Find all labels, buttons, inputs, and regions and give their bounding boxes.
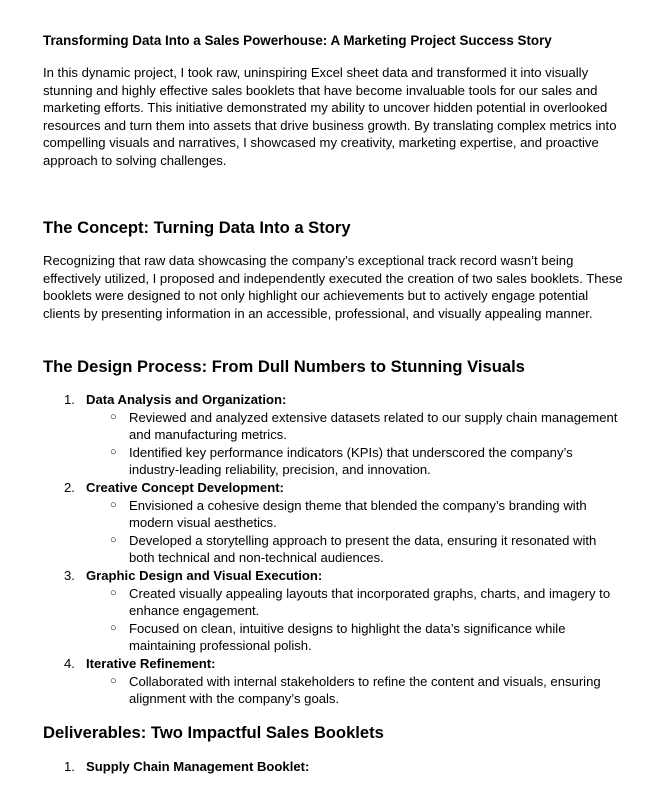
list-item <box>43 497 623 532</box>
step-number: 4. <box>64 655 75 671</box>
design-process-list <box>43 391 623 708</box>
concept-paragraph <box>43 252 623 322</box>
deliverables-list <box>43 758 623 776</box>
hollow-circle-bullet-icon: ○ <box>110 533 117 546</box>
intro-text: In this dynamic project, I took raw, uninspiring Excel sheet data and transformed it into visually stunning and highly effective sales booklets that have become invaluable tools for our sales and marketing efforts. This initiative demonstrated my ability to uncover hidden potential in overlooked resources and turn them into assets that drive business growth. By translating complex metrics into compelling visuals and narratives, I showcased my creativity, marketing expertise, and proactive approach to solving challenges. <box>43 65 617 168</box>
list-item-text: Focused on clean, intuitive designs to highlight the data’s significance while maintaining professional polish. <box>129 620 566 654</box>
hollow-circle-bullet-icon: ○ <box>110 498 117 511</box>
list-item <box>43 673 623 708</box>
step-number: 2. <box>64 479 75 495</box>
step-number: 3. <box>64 567 75 583</box>
deliverable-step <box>43 758 623 776</box>
list-item-text: Reviewed and analyzed extensive datasets related to our supply chain management and manufacturing metrics. <box>129 409 618 443</box>
hollow-circle-bullet-icon: ○ <box>110 445 117 458</box>
list-item <box>43 585 623 620</box>
document-title: Transforming Data Into a Sales Powerhouse: A Marketing Project Success Story <box>43 33 552 48</box>
step-title: Graphic Design and Visual Execution: <box>86 567 323 583</box>
step-title: Data Analysis and Organization: <box>86 392 287 407</box>
list-item-text: Developed a storytelling approach to present the data, ensuring it resonated with both technical and non-technical audiences. <box>129 532 597 566</box>
step-number: 1. <box>64 392 75 407</box>
list-item <box>43 409 623 444</box>
list-item <box>43 620 623 655</box>
step-number: 1. <box>64 759 75 774</box>
list-item-text: Created visually appealing layouts that incorporated graphs, charts, and imagery to enhance engagement. <box>129 585 611 619</box>
step-title: Iterative Refinement: <box>86 655 216 671</box>
hollow-circle-bullet-icon: ○ <box>110 674 117 687</box>
step-title: Supply Chain Management Booklet: <box>86 759 310 774</box>
concept-text: Recognizing that raw data showcasing the company’s exceptional track record wasn’t being effectively utilized, I proposed and independently executed the creation of two sales booklets. These booklets were designed to not only highlight our achievements but to actively engage potential clients by presenting information in an accessible, professional, and visually appealing manner. <box>43 253 623 321</box>
design-step <box>43 655 623 673</box>
design-process-heading: The Design Process: From Dull Numbers to Stunning Visuals <box>43 357 525 376</box>
hollow-circle-bullet-icon: ○ <box>110 586 117 599</box>
hollow-circle-bullet-icon: ○ <box>110 621 117 634</box>
design-step <box>43 479 623 497</box>
hollow-circle-bullet-icon: ○ <box>110 410 117 423</box>
list-item-text: Identified key performance indicators (KPIs) that underscored the company’s industry-leading reliability, precision, and innovation. <box>129 444 573 478</box>
deliverables-heading: Deliverables: Two Impactful Sales Booklets <box>43 723 384 742</box>
design-step <box>43 391 623 409</box>
list-item <box>43 532 623 567</box>
intro-paragraph <box>43 64 623 170</box>
design-step <box>43 567 623 585</box>
list-item-text: Envisioned a cohesive design theme that blended the company’s branding with modern visual aesthetics. <box>129 497 587 531</box>
list-item <box>43 444 623 479</box>
list-item-text: Collaborated with internal stakeholders to refine the content and visuals, ensuring alignment with the company’s goals. <box>129 673 601 707</box>
step-title: Creative Concept Development: <box>86 479 284 495</box>
concept-heading: The Concept: Turning Data Into a Story <box>43 218 351 237</box>
